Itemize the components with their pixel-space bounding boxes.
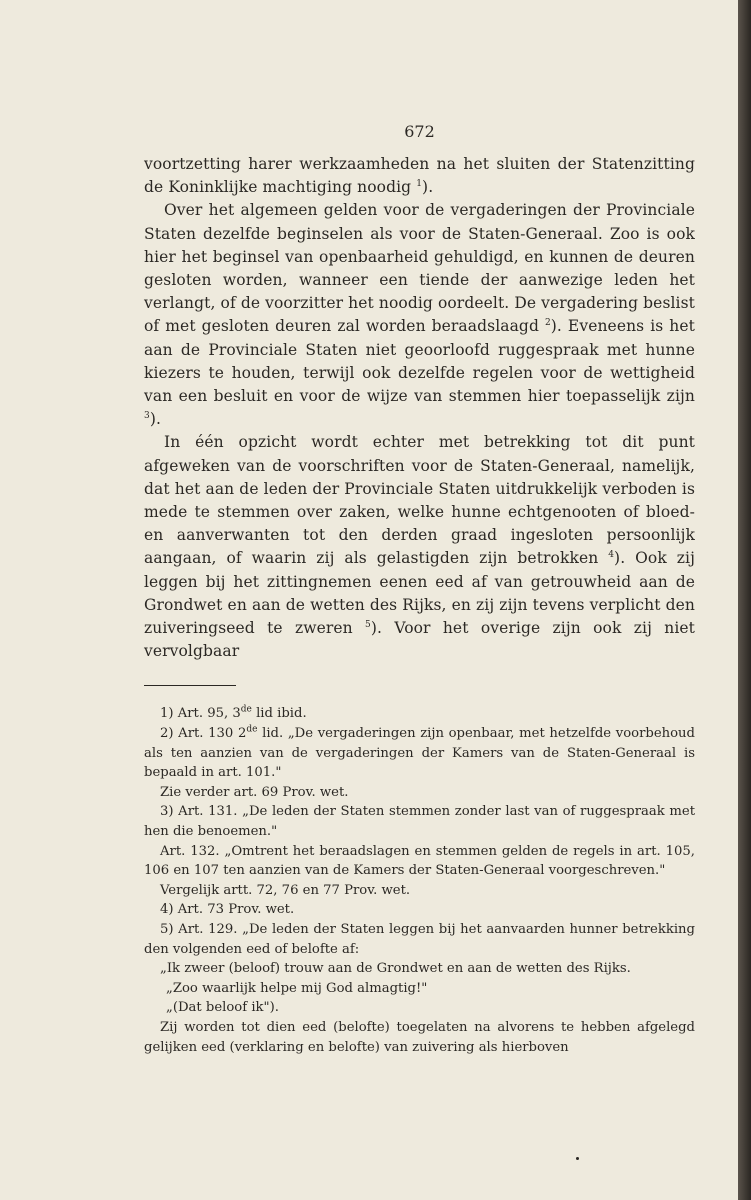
footnote-4: 4) Art. 73 Prov. wet. [160, 902, 295, 918]
page-content [144, 122, 695, 1057]
main-text [144, 153, 695, 663]
paragraph-2: Over het algemeen gelden voor de vergaderingen der Provinciale Staten dezelfde beginselen als voor de Staten-Generaal. Zoo is ook hier het beginsel van openbaarheid gehuldigd, en kunnen de deuren gesloten worden, wanneer een tiende der aanwezige leden het verlangt, of de voorzitter het noodig oordeelt. De vergadering beslist of met gesloten deuren zal worden beraadslaagd $^2$). Eveneens is het aan de Provinciale Staten niet geoorloofd ruggespraak met hunne kiezers te houden, terwijl ook dezelfde regelen voor de wettigheid van een besluit en voor de wijze van stemmen hier toepasselijk zijn $^3$). [144, 201, 695, 429]
footnote-2-see: Zie verder art. 69 Prov. wet. [160, 784, 349, 800]
page-number: 672 [404, 122, 435, 141]
paragraph-3: In één opzicht wordt echter met betrekking tot dit punt afgeweken van de voorschriften voor de Staten-Generaal, namelijk, dat het aan de leden der Provinciale Staten uitdrukkelijk verboden is mede te stemmen over zaken, welke hunne echtgenooten of bloed- en aanverwanten tot den derden graad ingesloten persoonlijk aangaan, of waarin zij als gelastigden zijn betrokken $^4$). Ook zij leggen bij het zittingnemen eenen eed af van getrouwheid aan de Grondwet en aan de wetten des Rijks, en zij zijn tevens verplicht den zuiveringseed te zweren $^5$). Voor het overige zijn ook zij niet vervolgbaar [144, 433, 695, 661]
footnote-ref-4[interactable]: 4 [608, 550, 615, 561]
footnote-divider [144, 685, 236, 686]
page-edge [738, 0, 751, 1200]
footnote-ref-3[interactable]: 3 [144, 411, 150, 422]
footnote-ref-2[interactable]: 2 [544, 318, 551, 329]
footnote-1: 1) Art. 95, 3de lid ibid. [160, 705, 307, 722]
footnote-3-art: Art. 132. „Omtrent het beraadslagen en stemmen gelden de regels in art. 105, 106 en 107 ten aanzien van de Kamers der Staten-Generaal voorgeschreven." [144, 843, 695, 879]
footnote-3-compare: Vergelijk artt. 72, 76 en 77 Prov. wet. [160, 882, 411, 898]
footnotes [144, 704, 695, 1057]
footnote-5-final: Zij worden tot dien eed (belofte) toegelaten na alvorens te hebben afgelegd gelijken eed (verklaring en belofte) van zuivering als hierboven [144, 1019, 695, 1055]
footnote-5: 5) Art. 129. „De leden der Staten leggen bij het aanvaarden hunner betrekking den volgenden eed of belofte af: [144, 922, 695, 957]
footnote-ref-5[interactable]: 5 [365, 619, 371, 630]
page-mark [576, 1157, 579, 1160]
footnote-5-promise: „(Dat beloof ik"). [166, 1000, 279, 1016]
footnote-ref-1[interactable]: 1 [416, 179, 423, 190]
footnote-5-oath: „Ik zweer (beloof) trouw aan de Grondwet en aan de wetten des Rijks. [160, 961, 631, 977]
footnote-5-help: „Zoo waarlijk helpe mij God almagtig!" [166, 980, 428, 996]
footnote-3: 3) Art. 131. „De leden der Staten stemmen zonder last van of ruggespraak met hen die benoemen." [144, 804, 695, 840]
footnote-2: 2) Art. 130 2de lid. „De vergaderingen zijn openbaar, met hetzelfde voorbehoud als ten aanzien van de vergaderingen der Kamers van de Staten-Generaal is bepaald in art. 101." [144, 724, 695, 781]
paragraph-1: voortzetting harer werkzaamheden na het sluiten der Statenzitting de Koninklijke machtiging noodig $^1$). [144, 155, 695, 197]
